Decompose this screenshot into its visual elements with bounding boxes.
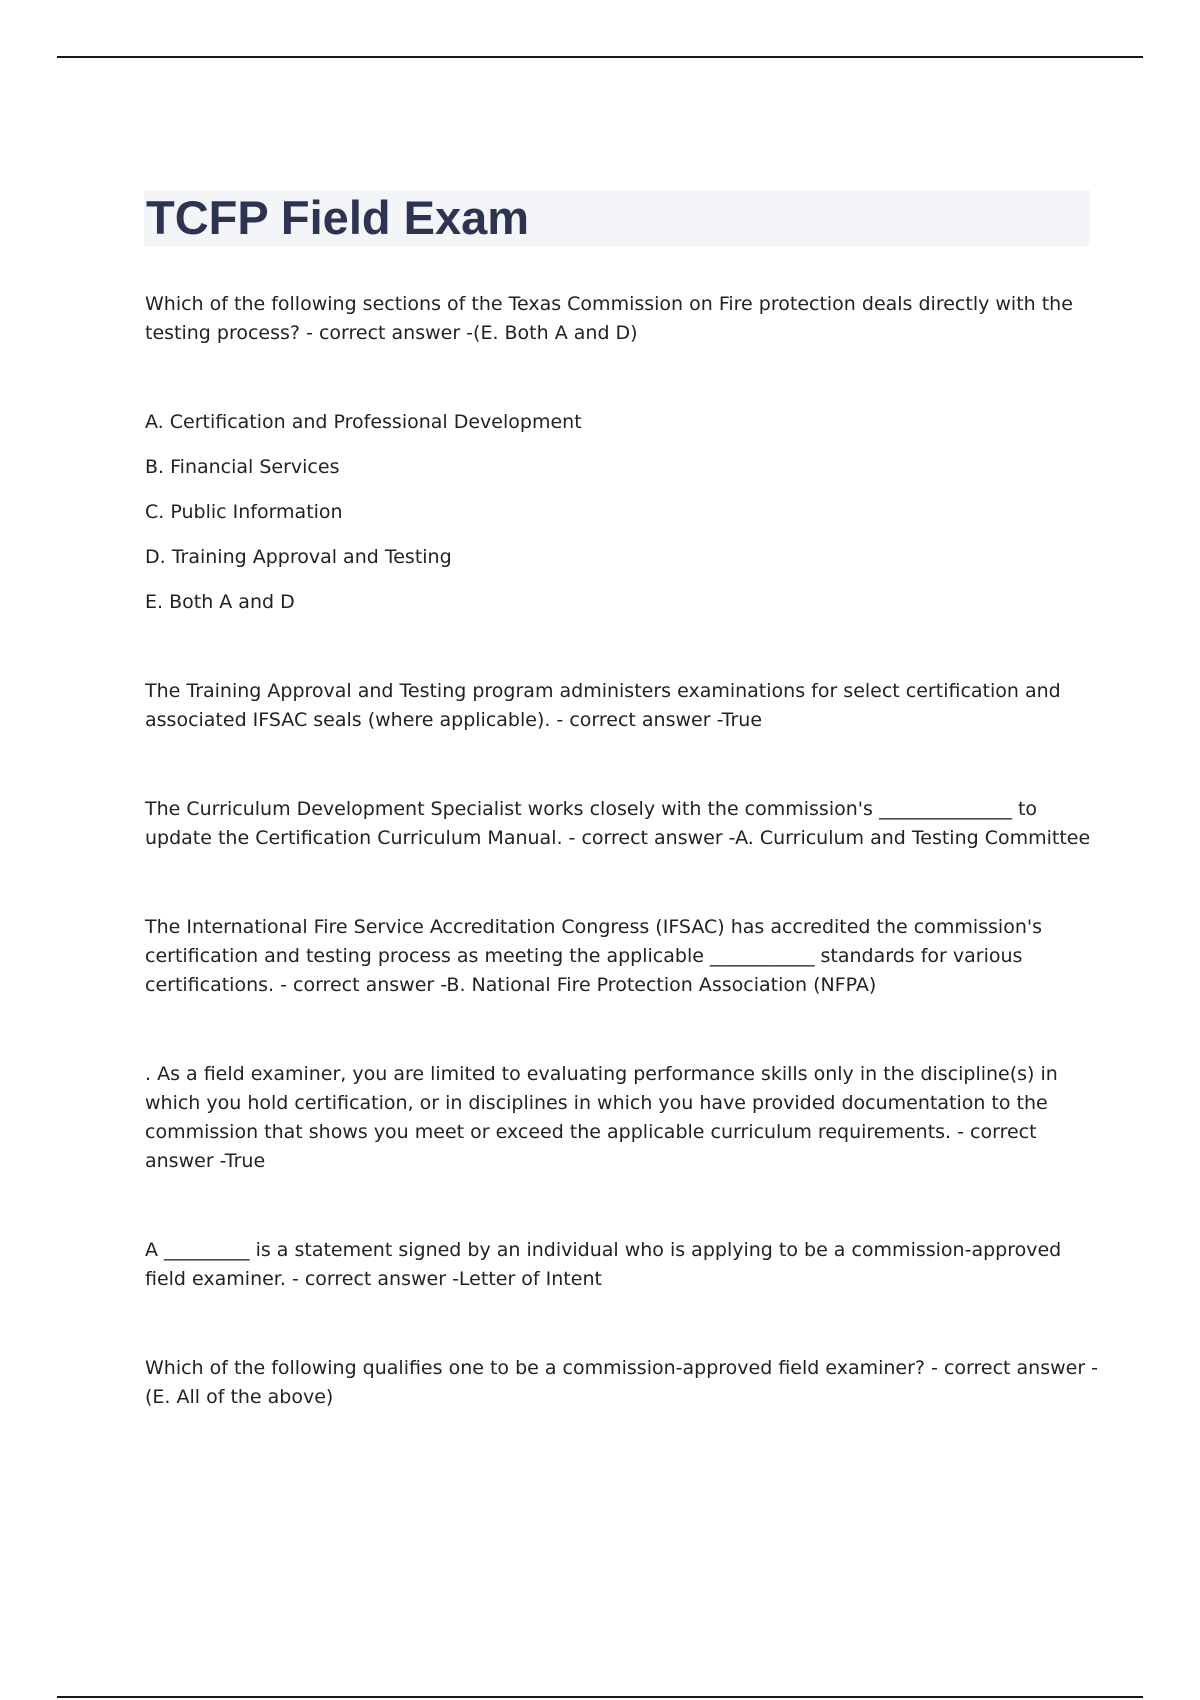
bottom-rule xyxy=(57,1696,1143,1698)
question-5: . As a field examiner, you are limited to evaluating performance skills only in the discipline(s) in which you hold certification, or in disciplines in which you have provided documentation to the commission that shows you meet or exceed the applicable curriculum requirements. - correct answer -True xyxy=(145,1063,1058,1172)
question-4: The International Fire Service Accreditation Congress (IFSAC) has accredited the commission's certification and testing process as meeting the applicable ___________ standards for various certifications. - correct answer -B. National Fire Protection Association (NFPA) xyxy=(145,916,1042,996)
option-b: B. Financial Services xyxy=(145,456,340,478)
option-c: C. Public Information xyxy=(145,501,343,523)
answer-options-list xyxy=(145,408,1100,617)
question-2: The Training Approval and Testing program administers examinations for select certification and associated IFSAC seals (where applicable). - correct answer -True xyxy=(145,680,1061,731)
option-e: E. Both A and D xyxy=(145,591,295,613)
option-d: D. Training Approval and Testing xyxy=(145,546,452,568)
option-a: A. Certification and Professional Development xyxy=(145,411,582,433)
question-1: Which of the following sections of the Texas Commission on Fire protection deals directly with the testing process? - correct answer -(E. Both A and D) xyxy=(145,293,1073,344)
question-3: The Curriculum Development Specialist works closely with the commission's ______________ to update the Certification Curriculum Manual. - correct answer -A. Curriculum and Testing Committee xyxy=(145,798,1091,849)
question-7: Which of the following qualifies one to be a commission-approved field examiner? - correct answer -(E. All of the above) xyxy=(145,1357,1099,1408)
page-title: TCFP Field Exam xyxy=(146,191,530,244)
question-6: A _________ is a statement signed by an individual who is applying to be a commission-approved field examiner. - correct answer -Letter of Intent xyxy=(145,1239,1062,1290)
document-body xyxy=(145,290,1100,1472)
top-rule xyxy=(57,56,1143,58)
